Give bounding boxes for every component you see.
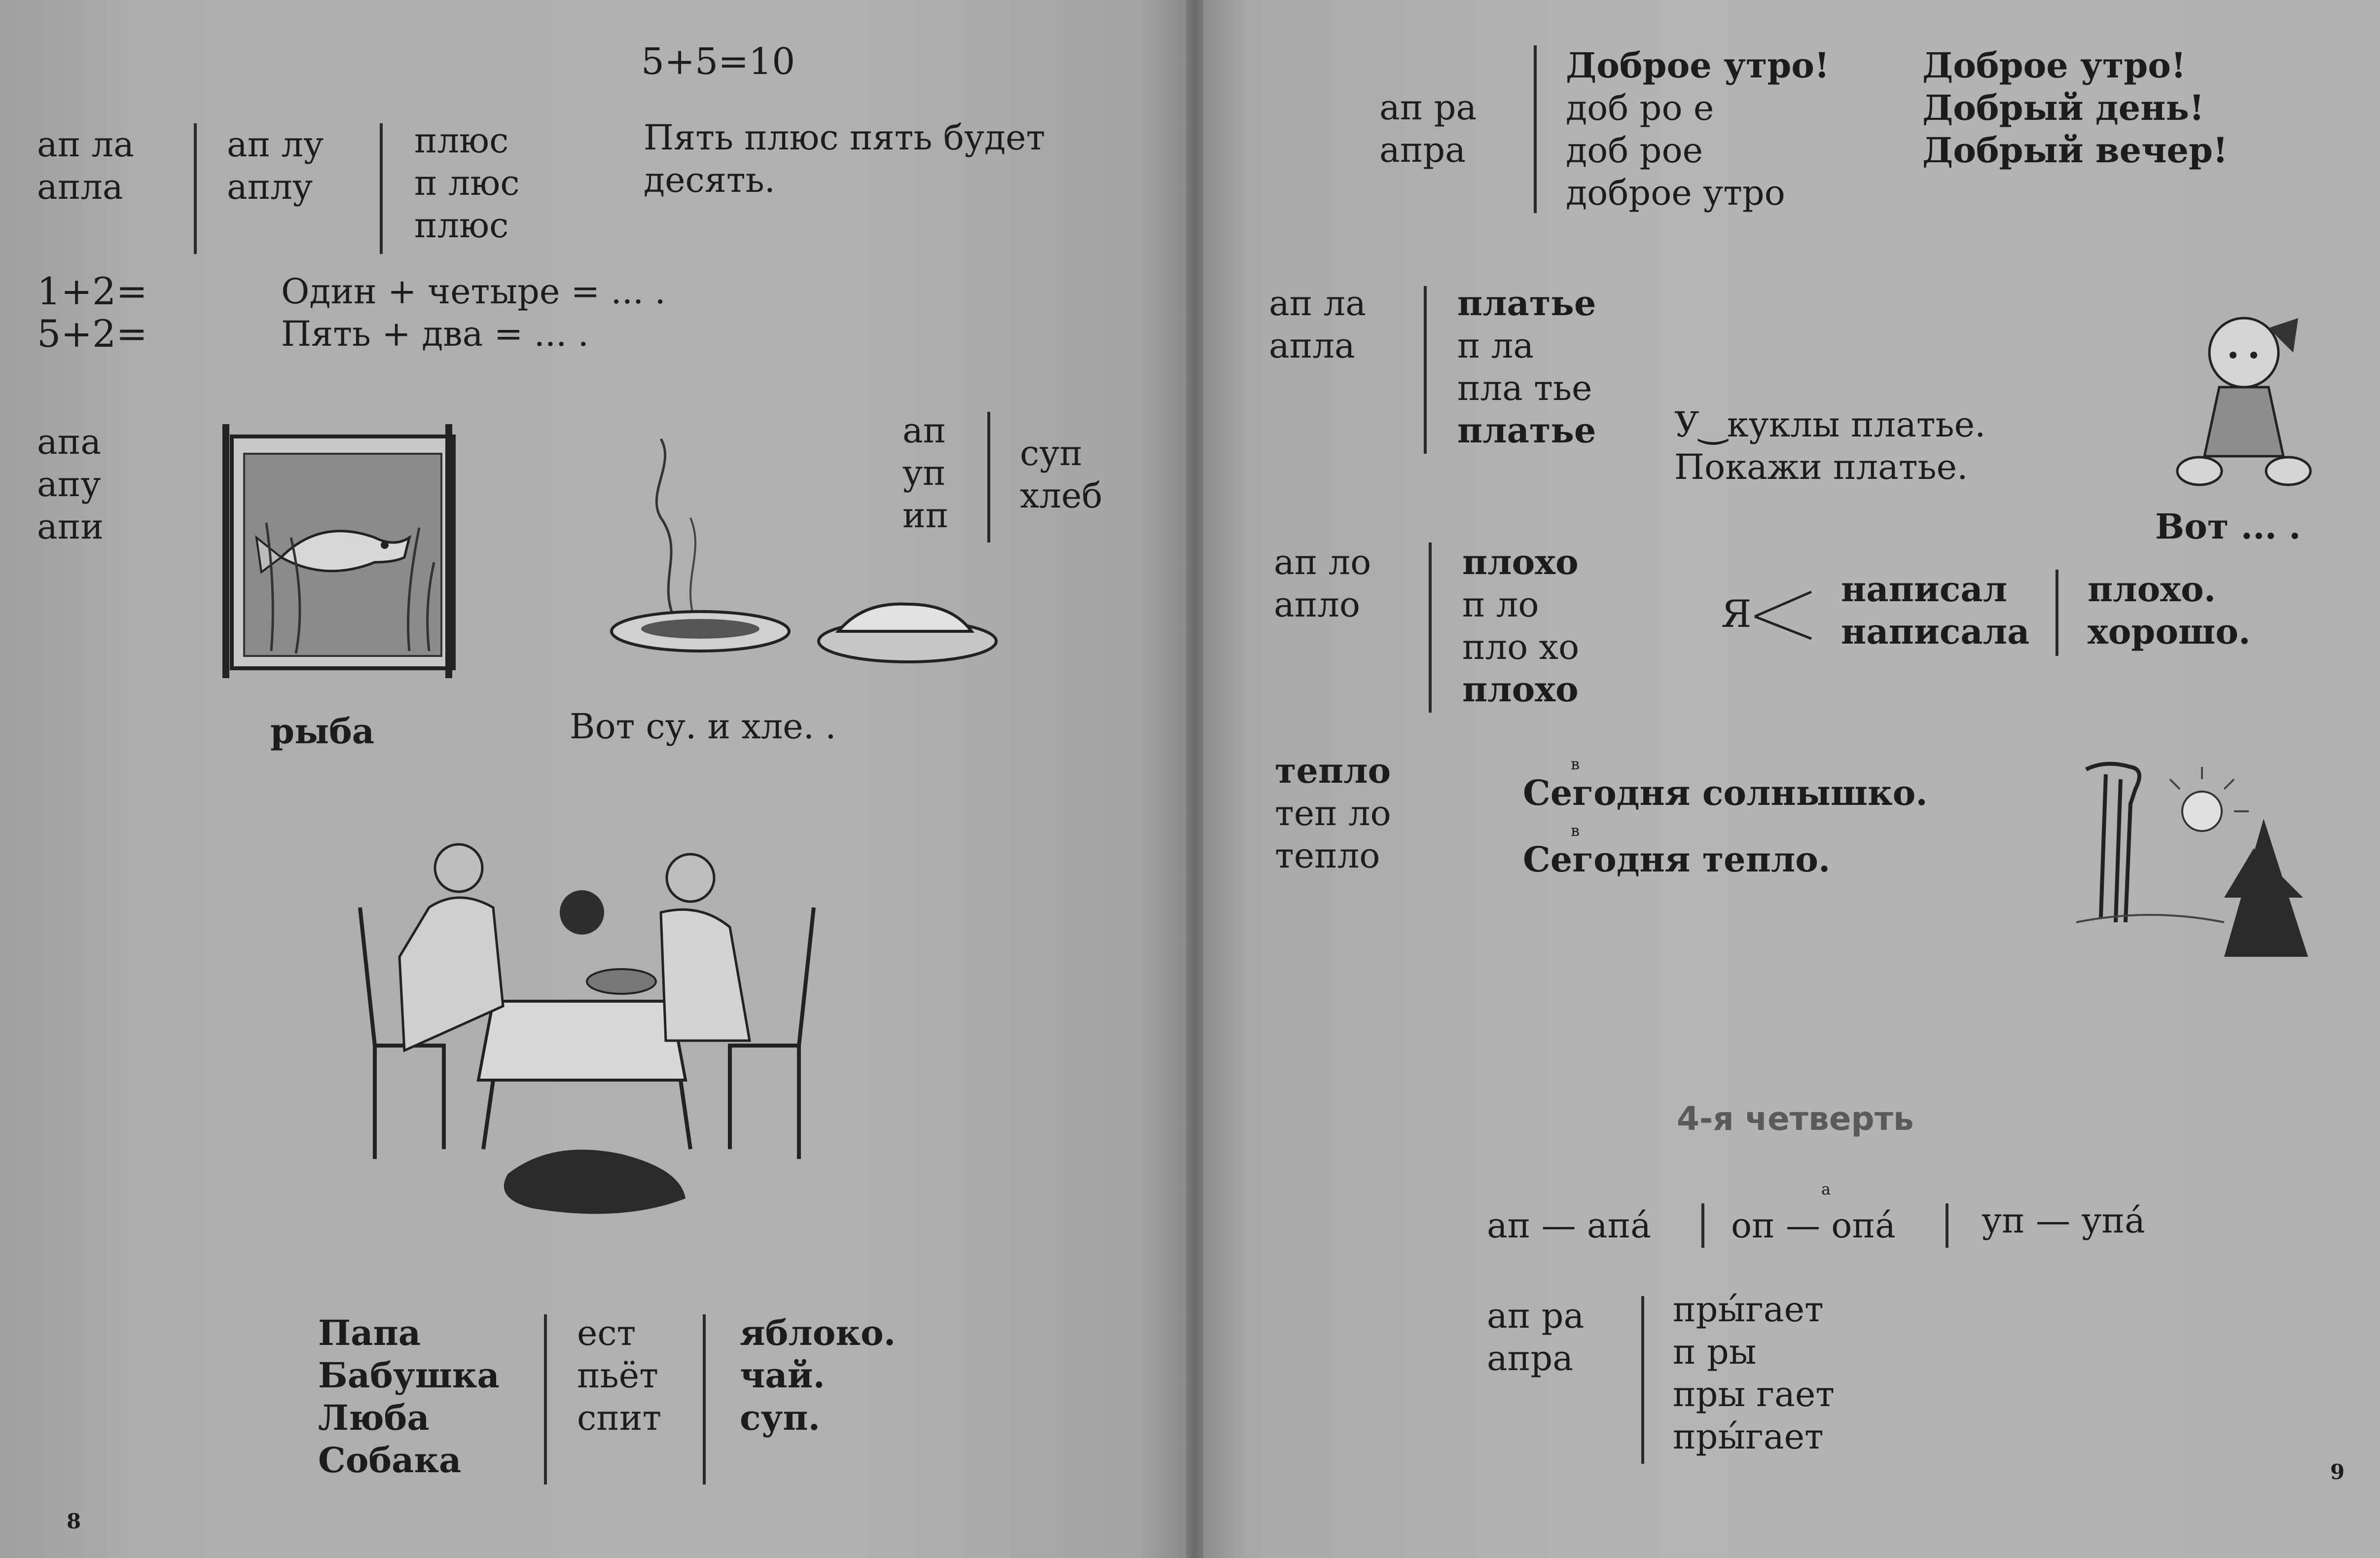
stress-pair-up: уп — упа́ (1982, 1200, 2145, 1241)
syllables-apla-right: ап ла апла (1269, 283, 1366, 366)
math-words: Один + четыре = ... . Пять + два = ... . (281, 271, 666, 354)
sun-trees-illustration (2076, 760, 2333, 967)
divider (1641, 1296, 1644, 1464)
soup-bread-illustration (607, 434, 1026, 690)
divider (380, 123, 383, 254)
stress-pair-ap: ап — апа́ (1487, 1205, 1652, 1246)
word-plus-breakdown: плюс п люс плюс (414, 120, 520, 246)
good-morning-breakdown: Доброе утро! доб ро е доб рое доброе утро (1566, 45, 1830, 213)
right-page (1203, 0, 2380, 1558)
adverbs: плохо. хорошо. (2088, 569, 2251, 652)
divider (194, 123, 197, 254)
divider (1429, 543, 1432, 713)
divider (703, 1314, 706, 1485)
verbs-column: ест пьёт спит (577, 1313, 662, 1438)
divider (2055, 570, 2058, 656)
doll-sentences: У‿куклы платье. Покажи платье. (1674, 404, 1986, 487)
math-problems: 1+2= 5+2= (37, 269, 148, 356)
vot-caption: Вот ... . (2155, 506, 2301, 547)
subjects-column: Папа Бабушка Люба Собака (318, 1312, 500, 1481)
stress-mark-v-1: в (1571, 755, 1580, 773)
syllables-ap-up-ip: ап уп ип (902, 410, 949, 536)
syllables-aplo: ап ло апло (1274, 542, 1371, 625)
five-plus-five-sentence: Пять плюс пять будет десять. (644, 117, 1046, 200)
words-soup-bread: суп хлеб (1020, 433, 1103, 516)
objects-column: яблоко. чай. суп. (740, 1312, 896, 1438)
doll-illustration (2170, 308, 2318, 496)
divider (544, 1314, 547, 1485)
page-number-right: 9 (2330, 1460, 2345, 1484)
left-page (0, 0, 1186, 1558)
quarter-heading: 4-я четверть (1677, 1100, 1914, 1138)
divider (1534, 45, 1537, 213)
jumps-breakdown: пры́гает п ры пры гает пры́гает (1673, 1289, 1835, 1457)
bad-breakdown: плохо п ло пло хо плохо (1462, 542, 1580, 710)
dress-breakdown: платье п ла пла тье платье (1457, 283, 1596, 451)
greetings: Доброе утро! Добрый день! Добрый вечер! (1922, 45, 2228, 171)
divider (987, 412, 990, 543)
divider (1424, 286, 1427, 454)
divider (1701, 1203, 1704, 1248)
stress-pair-op: оп — опа́ (1731, 1205, 1896, 1246)
stress-mark-a: а (1821, 1180, 1831, 1198)
syllables-apa: апа апу апи (37, 422, 104, 547)
syllables-apra-2: ап ра апра (1487, 1296, 1585, 1378)
page-number-left: 8 (67, 1509, 81, 1533)
stress-mark-v-2: в (1571, 821, 1580, 840)
equation-title: 5+5=10 (641, 40, 795, 83)
warm-breakdown: тепло теп ло тепло (1275, 750, 1391, 876)
soup-bread-sentence: Вот су. и хле. . (570, 706, 836, 747)
weather-sentence-warm: Сегодня тепло. (1523, 839, 1831, 880)
branch-lines (1750, 584, 1814, 649)
book-gutter (1186, 0, 1203, 1558)
wrote-forms: написал написала (1841, 569, 2030, 652)
syllables-apra: ап ра апра (1379, 87, 1477, 170)
pronoun-ya: Я (1721, 592, 1752, 636)
aquarium-fish-illustration (222, 414, 473, 690)
family-dinner-illustration (345, 833, 829, 1228)
divider (1946, 1203, 1948, 1248)
syllables-apla: ап ла апла (37, 124, 134, 207)
syllables-aplu: ап лу аплу (227, 124, 324, 207)
weather-sentence-sun: Сегодня солнышко. (1523, 772, 1928, 813)
fish-caption: рыба (270, 711, 375, 752)
